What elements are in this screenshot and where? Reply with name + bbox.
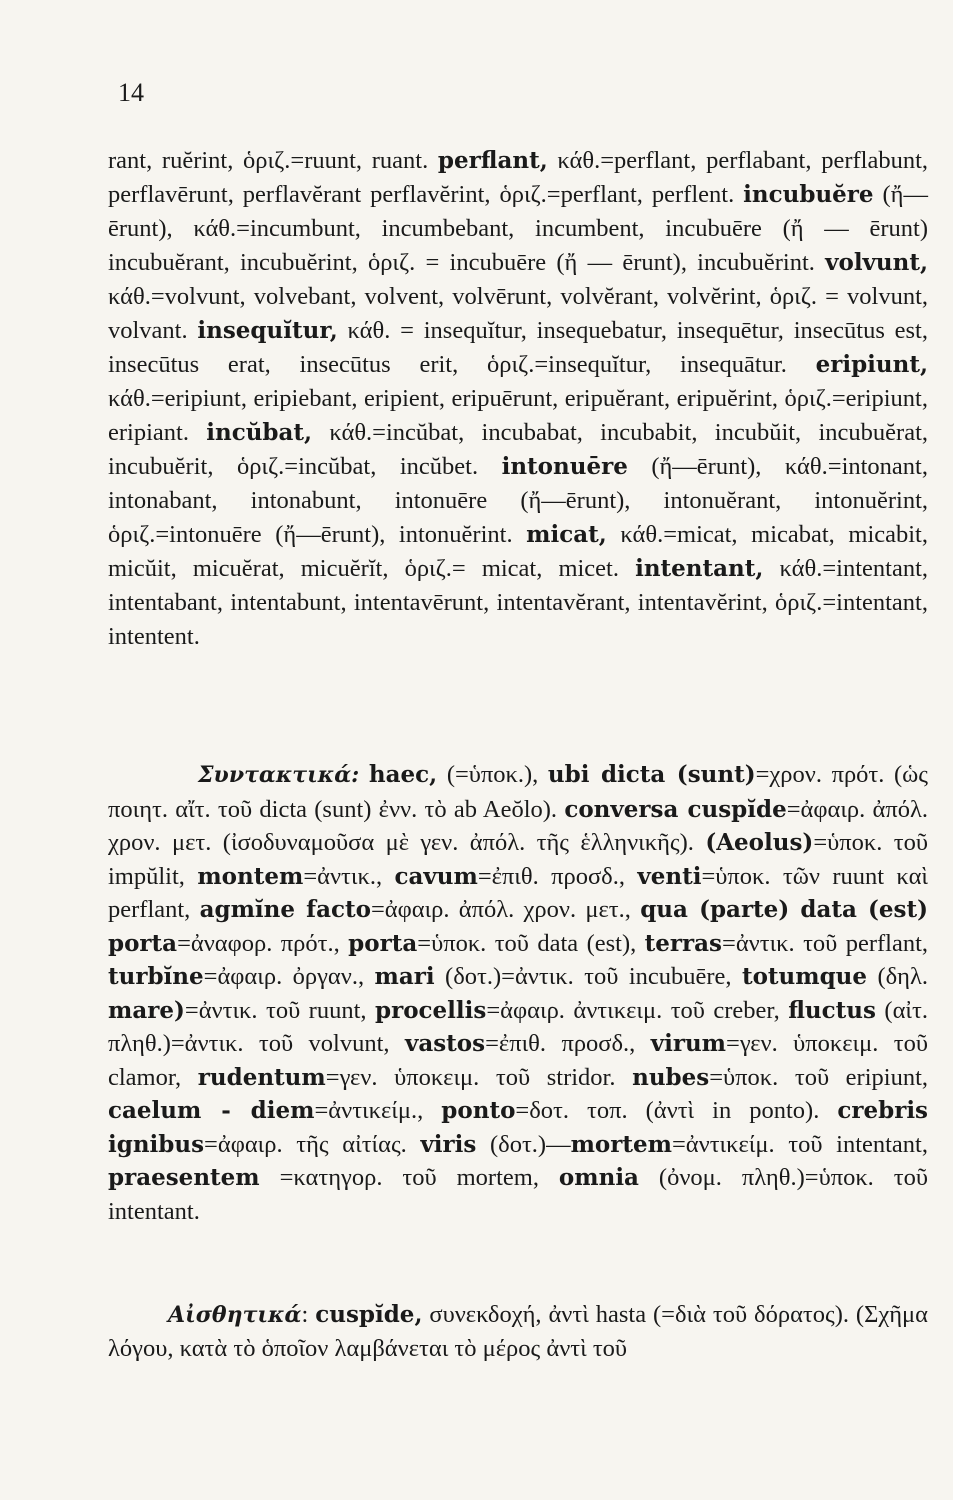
text-run: (δοτ.)=ἀντικ. τοῦ incubuēre, [434,963,742,990]
latin-headword: porta [348,929,418,957]
text-run: =γεν. ὑποκειμ. τοῦ stridor. [325,1063,633,1091]
text-run: =ἀφαιρ. ἀπόλ. χρον. μετ., [370,896,641,923]
text-run: (δηλ. [867,963,928,990]
latin-headword: virum [650,1030,726,1057]
latin-headword: incŭbat, [206,419,313,446]
latin-headword: eripiunt, [815,351,928,378]
latin-headword: omnia [558,1164,639,1191]
latin-headword: intentant, [635,555,764,582]
text-run: =κατηγορ. τοῦ mortem, [259,1164,559,1191]
latin-headword: caelum - diem [108,1097,315,1124]
text-run: κάθ. = insequĭtur, insequebatur, insequētur, insecūtus est, insecūtus erat, insecūtus erit, ὁριζ.=insequĭtur, insequātur. [108,317,928,378]
text-run: =ἀντικ. τοῦ perflant, [722,929,929,957]
text-run: =ἐπιθ. προσδ., [477,862,638,890]
main-paragraph [108,144,928,654]
text-run: (ἤ—ērunt), κάθ.=intonant, intonabant, intonabunt, intonuēre (ἤ—ērunt), intonuĕrant, intonuĕrint, ὁριζ.=intonuēre (ἤ—ērunt), intonuĕrint. [108,453,928,548]
text-run: συνεκδοχή, ἀντὶ hasta (=διὰ τοῦ δόρατος). (Σχῆμα λόγου, κατὰ τὸ ὁποῖον λαμβάνεται τὸ μέρος ἀντὶ τοῦ [108,1301,928,1362]
text-run: =ἀφαιρ. ὀργαν., [203,963,375,990]
page-number: 14 [118,78,144,107]
latin-headword: mare) [108,996,185,1024]
latin-headword: turbĭne [108,963,204,990]
text-run: κάθ.=micat, micabat, micabit, micŭit, micuĕrat, micuĕrĭt, ὁριζ.= micat, micet. [108,521,928,582]
text-run: (αἰτ. πληθ.)=ἀντικ. τοῦ volvunt, [108,996,928,1057]
text-run: =ὑποκ. τοῦ impŭlit, [108,829,929,890]
text-run: =ὑποκ. τοῦ eripiunt, [709,1063,929,1091]
aisthitika-paragraph [108,1298,928,1366]
latin-headword: cuspĭde, [315,1301,423,1328]
latin-headword: volvunt, [825,249,928,276]
latin-headword: ubi dicta (sunt) [547,761,756,788]
latin-headword: fluctus [788,996,876,1024]
text-run: =ἀντικείμ. τοῦ intentant, [671,1130,928,1158]
text-run: rant, ruĕrint, ὁριζ.=ruunt, ruant. [108,147,438,174]
text-run: : [301,1301,316,1328]
text-run: =γεν. ὑποκειμ. τοῦ clamor, [108,1030,929,1091]
latin-headword: rudentum [197,1063,326,1091]
aisthitika-paragraph-text [108,1298,928,1366]
latin-headword: ponto [441,1097,516,1124]
text-run: =ὑποκ. τοῦ data (est), [417,929,645,957]
latin-headword: nubes [632,1063,710,1091]
latin-headword: mortem [570,1130,672,1158]
text-run: =ἀντικείμ., [314,1097,442,1124]
latin-headword: intonuēre [501,453,628,480]
text-run: =ἀφαιρ. ἀπόλ. χρον. μετ. (ἰσοδυναμοῦσα μὲ γεν. ἀπόλ. τῆς ἑλληνικῆς). [108,795,928,856]
latin-headword: micat, [526,521,607,548]
text-run: =δοτ. τοπ. (ἀντὶ in ponto). [515,1097,838,1124]
text-run: =χρον. πρότ. (ὡς ποιητ. αἴτ. τοῦ dicta (sunt) ἐνν. τὸ ab Aeŏlo). [108,761,928,823]
text-run: (ὀνομ. πληθ.)=ὑποκ. τοῦ intentant. [108,1164,928,1225]
latin-headword: incubuĕre [743,181,874,208]
latin-headword: totumque [741,963,868,990]
text-run: (ἤ—ērunt), κάθ.=incumbunt, incumbebant, incumbent, incubuēre (ἤ — ērunt) incubuĕrant, incubuĕrint, ὁριζ. = incubuēre (ἤ — ērunt), incubuĕrint. [108,181,928,276]
section-heading: Αἰσθητικά [168,1302,302,1328]
text-run: =ὑποκ. τῶν ruunt καὶ perflant, [108,862,928,923]
text-run: κάθ.=eripiunt, eripiebant, eripient, eripuērunt, eripuĕrant, eripuĕrint, ὁριζ.=eripiunt, eripiant. [108,385,928,446]
latin-headword: viris [420,1130,477,1158]
text-run: κάθ.=perflant, perflabant, perflabunt, perflavērunt, perflavĕrant perflavĕrint, ὁριζ.=perflant, perflent. [108,147,928,208]
latin-headword: venti [637,862,702,890]
section-heading: Συντακτικά: [198,762,360,788]
text-run [359,761,369,788]
latin-headword: perflant, [437,147,548,174]
latin-headword: mari [374,963,435,990]
text-run: =ἀφαιρ. ἀντικειμ. τοῦ creber, [486,996,789,1024]
text-run: =ἀναφορ. πρότ., [177,929,349,957]
latin-headword: procellis [375,996,487,1024]
latin-headword: insequĭtur, [197,317,338,344]
text-run: κάθ.=volvunt, volvebant, volvent, volvērunt, volvĕrant, volvĕrint, ὁριζ. = volvunt, volvant. [108,283,928,344]
syntaktika-paragraph-text [108,758,928,1228]
text-run: =ἀντικ. τοῦ ruunt, [184,996,375,1024]
text-run: =ἀντικ., [303,862,395,890]
latin-headword: (Aeolus) [705,829,814,856]
latin-headword: cavum [394,862,478,890]
latin-headword: agmĭne facto [199,896,371,923]
latin-headword: porta [108,929,178,957]
latin-headword: terras [644,929,723,957]
latin-headword: praesentem [108,1164,260,1191]
main-paragraph-text [108,144,928,654]
latin-headword: haec, [368,761,438,788]
text-run: =ἀφαιρ. τῆς αἰτίας. [204,1130,421,1158]
latin-headword: montem [197,862,304,890]
text-run: (δοτ.)— [476,1130,571,1158]
text-run: =ἐπιθ. προσδ., [485,1030,651,1057]
latin-headword: qua (parte) data (est) [640,896,929,923]
text-run: (=ὑποκ.), [437,761,548,788]
latin-headword: conversa cuspĭde [564,795,787,823]
latin-headword: crebris ignibus [108,1097,929,1158]
syntaktika-paragraph [108,758,928,1228]
text-run: κάθ.=intentant, intentabant, intentabunt, intentavērunt, intentavĕrant, intentavĕrint, ὁριζ.=intentant, intentent. [108,555,929,650]
latin-headword: vastos [404,1030,486,1057]
text-run: κάθ.=incŭbat, incubabat, incubabit, incubŭit, incubuĕrat, incubuĕrit, ὁριζ.=incŭbat, incŭbet. [108,419,928,480]
